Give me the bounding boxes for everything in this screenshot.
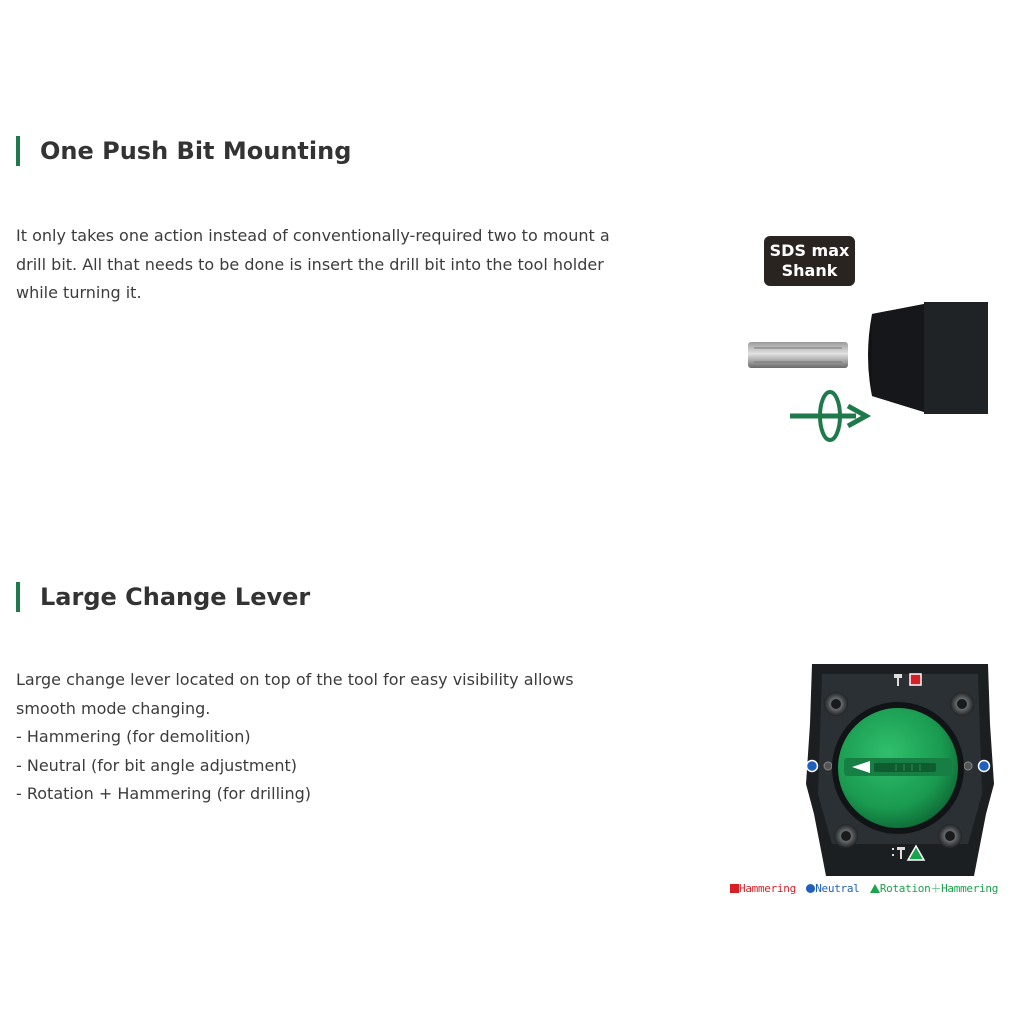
- tool-holder: [868, 302, 988, 414]
- neutral-dot-icon: [806, 884, 815, 893]
- screw: [950, 692, 974, 716]
- badge-line-1: SDS max: [769, 241, 850, 260]
- bit-mounting-illustration: [744, 296, 994, 446]
- section-title: One Push Bit Mounting: [16, 136, 351, 166]
- change-lever-knob: [832, 702, 964, 834]
- body-line-1: Large change lever located on top of the tool for easy visibility allows smooth mode changing.: [16, 670, 574, 718]
- rotation-triangle-icon: [870, 884, 880, 893]
- screw: [824, 692, 848, 716]
- screw: [938, 824, 962, 848]
- drill-bit: [748, 342, 848, 368]
- mode-legend: [730, 880, 1020, 898]
- change-lever-photo: [800, 664, 1000, 876]
- screw: [834, 824, 858, 848]
- rotation-arrow-icon: [790, 392, 866, 440]
- body-line-3: - Neutral (for bit angle adjustment): [16, 755, 298, 775]
- section-body: [16, 666, 636, 809]
- badge-line-2: Shank: [781, 261, 838, 280]
- body-line-4: - Rotation + Hammering (for drilling): [16, 784, 311, 803]
- legend-rotation-hammering: Rotation＋Hammering: [879, 882, 999, 895]
- sds-max-shank-badge: [764, 236, 855, 286]
- body-line-2: - Hammering (for demolition): [16, 727, 251, 746]
- legend-neutral: Neutral: [815, 882, 860, 895]
- hammering-square-icon: [730, 884, 739, 893]
- section-body: [16, 222, 636, 308]
- body-text: It only takes one action instead of conventionally-required two to mount a drill bit. All that needs to be done is insert the drill bit into the tool holder while turning it.: [16, 226, 610, 302]
- legend-hammering: Hammering: [739, 882, 796, 895]
- section-title: Large Change Lever: [16, 582, 310, 612]
